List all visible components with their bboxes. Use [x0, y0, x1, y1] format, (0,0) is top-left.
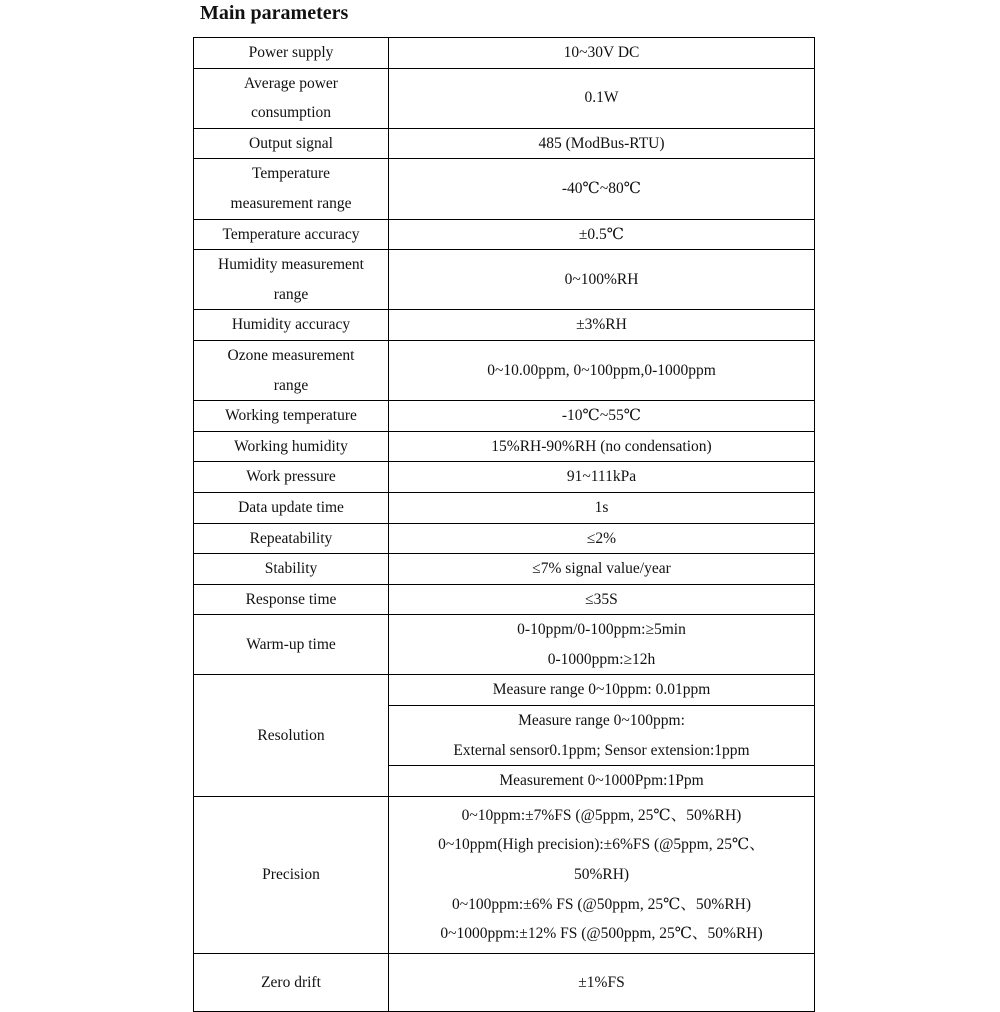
param-value-cell: 485 (ModBus-RTU) — [389, 128, 815, 159]
table-row — [194, 250, 815, 310]
table-row — [194, 219, 815, 250]
param-name-cell: Temperature accuracy — [194, 219, 389, 250]
param-name-cell: Humidity accuracy — [194, 310, 389, 341]
param-value-cell: ≤35S — [389, 584, 815, 615]
parameters-table — [193, 37, 815, 1012]
param-name-cell: Working humidity — [194, 431, 389, 462]
param-name-cell: Response time — [194, 584, 389, 615]
param-value-cell: 0~100%RH — [389, 250, 815, 310]
param-value-cell: ≤7% signal value/year — [389, 554, 815, 585]
param-name-cell: Ozone measurement range — [194, 340, 389, 400]
param-name-cell: Humidity measurement range — [194, 250, 389, 310]
param-value-cell: 10~30V DC — [389, 38, 815, 69]
param-name-cell: Precision — [194, 796, 389, 953]
table-row — [194, 584, 815, 615]
param-value-cell: 0.1W — [389, 68, 815, 128]
param-value-cell: Measure range 0~100ppm: External sensor0.1ppm; Sensor extension:1ppm — [389, 706, 815, 766]
param-value-cell: Measure range 0~10ppm: 0.01ppm — [389, 675, 815, 706]
param-value-cell: -40℃~80℃ — [389, 159, 815, 219]
page-title: Main parameters — [200, 2, 349, 24]
param-value-cell: ≤2% — [389, 523, 815, 554]
table-row — [194, 615, 815, 675]
table-row — [194, 38, 815, 69]
param-name-cell: Work pressure — [194, 462, 389, 493]
table-row — [194, 492, 815, 523]
resolution-row — [194, 675, 815, 706]
table-row — [194, 310, 815, 341]
param-value-cell: ±3%RH — [389, 310, 815, 341]
table-row — [194, 128, 815, 159]
param-value-cell: 0-10ppm/0-100ppm:≥5min 0-1000ppm:≥12h — [389, 615, 815, 675]
param-value-cell: 91~111kPa — [389, 462, 815, 493]
table-row — [194, 340, 815, 400]
param-name-cell: Power supply — [194, 38, 389, 69]
param-value-cell: ±1%FS — [389, 953, 815, 1011]
param-name-cell: Resolution — [194, 675, 389, 796]
table-row — [194, 523, 815, 554]
table-row — [194, 554, 815, 585]
param-name-cell: Zero drift — [194, 953, 389, 1011]
param-name-cell: Repeatability — [194, 523, 389, 554]
param-name-cell: Temperature measurement range — [194, 159, 389, 219]
param-name-cell: Working temperature — [194, 401, 389, 432]
param-value-cell: 15%RH-90%RH (no condensation) — [389, 431, 815, 462]
table-row — [194, 401, 815, 432]
param-name-cell: Warm-up time — [194, 615, 389, 675]
zero-drift-row — [194, 953, 815, 1011]
param-value-cell: ±0.5℃ — [389, 219, 815, 250]
table-row — [194, 68, 815, 128]
param-value-cell: -10℃~55℃ — [389, 401, 815, 432]
table-row — [194, 431, 815, 462]
param-value-cell: 0~10.00ppm, 0~100ppm,0-1000ppm — [389, 340, 815, 400]
param-name-cell: Average power consumption — [194, 68, 389, 128]
precision-row — [194, 796, 815, 953]
param-name-cell: Stability — [194, 554, 389, 585]
param-value-cell: 1s — [389, 492, 815, 523]
table-row — [194, 462, 815, 493]
param-value-cell: Measurement 0~1000Ppm:1Ppm — [389, 766, 815, 797]
param-name-cell: Output signal — [194, 128, 389, 159]
param-value-cell: 0~10ppm:±7%FS (@5ppm, 25℃、50%RH) 0~10ppm(High precision):±6%FS (@5ppm, 25℃、 50%RH) 0~100ppm:±6% FS (@50ppm, 25℃、50%RH) 0~1000ppm:±12% FS (@500ppm, 25℃、50%RH) — [389, 796, 815, 953]
param-name-cell: Data update time — [194, 492, 389, 523]
table-row — [194, 159, 815, 219]
